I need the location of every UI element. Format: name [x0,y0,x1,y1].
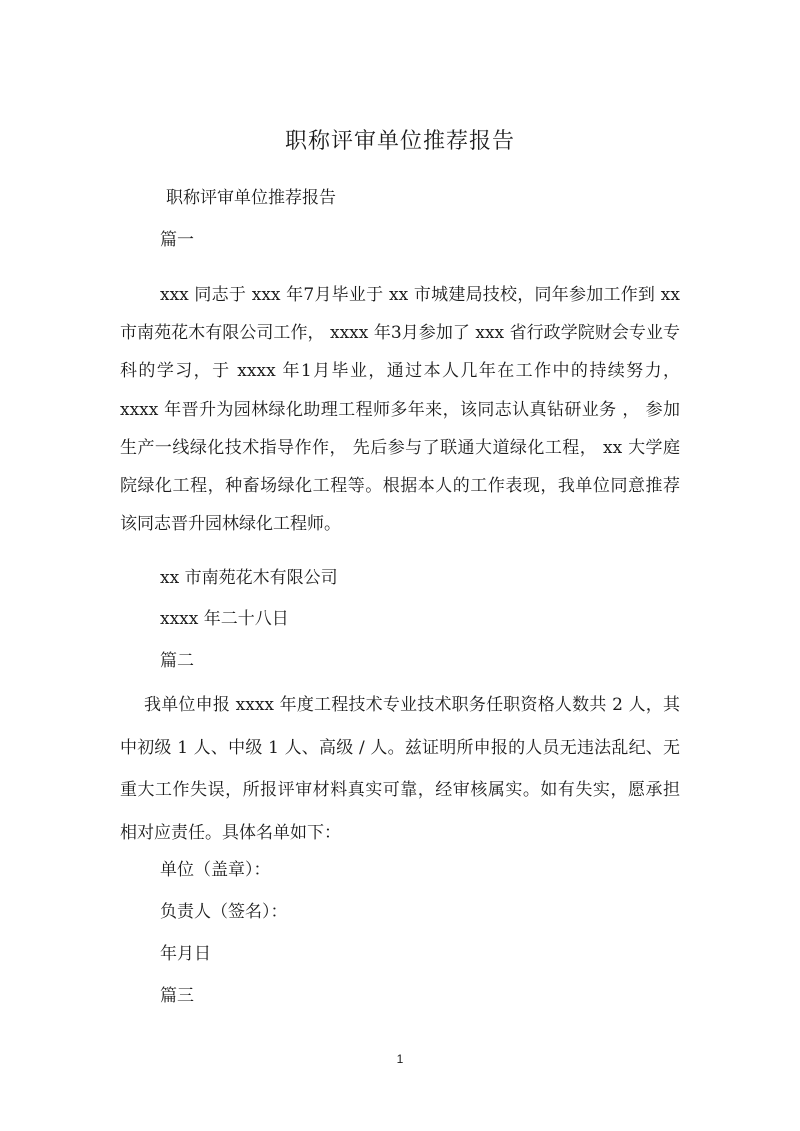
section-1-paragraph: xxx 同志于 xxx 年7月毕业于 xx 市城建局技校，同年参加工作到 xx 市南苑花木有限公司工作， xxxx 年3月参加了 xxx 省行政学院财会专业专科的学习，于 xxxx 年1月毕业，通过本人几年在工作中的持续努力， xxxx 年晋升为园林绿化助理工程师多年来，该同志认真钻研业务 ， 参加生产一线绿化技术指导作作， 先后参与了联通大道绿化工程， xx 大学庭院绿化工程，种畜场绿化工程等。根据本人的工作表现，我单位同意推荐该同志晋升园林绿化工程师。 [120,285,680,535]
section-heading-3: 篇三 [160,986,194,1006]
section-2-paragraph: 我单位申报 xxxx 年度工程技术专业技术职务任职资格人数共 2 人，其中初级 1 人、中级 1 人、高级 / 人。兹证明所申报的人员无违法乱纪、无重大工作失误，所报评审材料真实可靠，经审核属实。如有失实，愿承担相对应责任。具体名单如下： [120,695,680,844]
section-heading-1: 篇一 [160,230,194,250]
page-number: 1 [396,1052,404,1066]
signature-date-line: 年月日 [160,944,211,964]
leader-signature-line: 负责人（签名）： [160,902,288,922]
company-name: xx 市南苑花木有限公司 [160,568,338,588]
document-date: xxxx 年二十八日 [160,609,289,629]
document-subtitle: 职称评审单位推荐报告 [166,188,336,208]
document-title: 职称评审单位推荐报告 [284,129,515,154]
unit-seal-line: 单位（盖章）： [160,860,271,880]
section-heading-2: 篇二 [160,651,194,671]
